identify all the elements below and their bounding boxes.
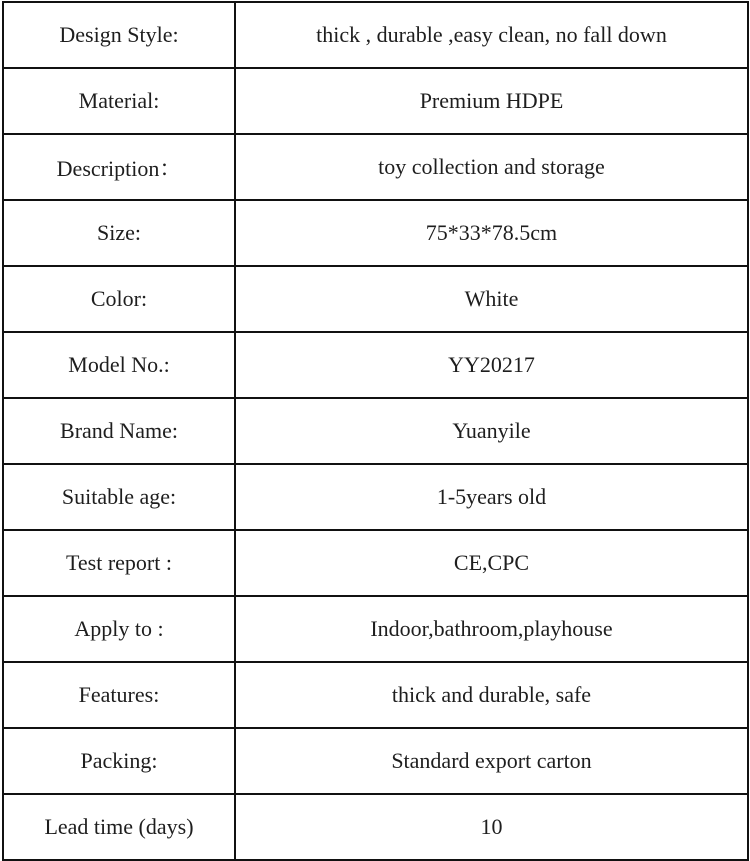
table-row-features (3, 662, 748, 728)
spec-value: Yuanyile (235, 398, 748, 464)
table-row-packing (3, 728, 748, 794)
spec-label: Material: (3, 68, 235, 134)
spec-value: toy collection and storage (235, 134, 748, 200)
spec-label: Design Style: (3, 2, 235, 68)
spec-value: White (235, 266, 748, 332)
spec-value: Indoor,bathroom,playhouse (235, 596, 748, 662)
spec-label: Apply to : (3, 596, 235, 662)
table-row-size (3, 200, 748, 266)
table-row-brand-name (3, 398, 748, 464)
table-row-test-report (3, 530, 748, 596)
spec-value: 75*33*78.5cm (235, 200, 748, 266)
product-spec-table (2, 1, 749, 861)
spec-label: Suitable age: (3, 464, 235, 530)
table-row-design-style (3, 2, 748, 68)
spec-label: Packing: (3, 728, 235, 794)
table-row-description (3, 134, 748, 200)
spec-value: 10 (235, 794, 748, 860)
table-row-material (3, 68, 748, 134)
table-row-color (3, 266, 748, 332)
spec-value: Standard export carton (235, 728, 748, 794)
spec-label: Description： (3, 134, 235, 200)
spec-value: 1-5years old (235, 464, 748, 530)
spec-label: Color: (3, 266, 235, 332)
spec-label: Test report : (3, 530, 235, 596)
spec-label: Size: (3, 200, 235, 266)
spec-label: Model No.: (3, 332, 235, 398)
spec-table-body (3, 2, 748, 860)
spec-value: YY20217 (235, 332, 748, 398)
spec-label: Features: (3, 662, 235, 728)
table-row-lead-time (3, 794, 748, 860)
spec-value: thick , durable ,easy clean, no fall down (235, 2, 748, 68)
spec-label: Brand Name: (3, 398, 235, 464)
table-row-apply-to (3, 596, 748, 662)
spec-value: CE,CPC (235, 530, 748, 596)
spec-value: Premium HDPE (235, 68, 748, 134)
spec-label: Lead time (days) (3, 794, 235, 860)
spec-value: thick and durable, safe (235, 662, 748, 728)
table-row-suitable-age (3, 464, 748, 530)
table-row-model-no (3, 332, 748, 398)
